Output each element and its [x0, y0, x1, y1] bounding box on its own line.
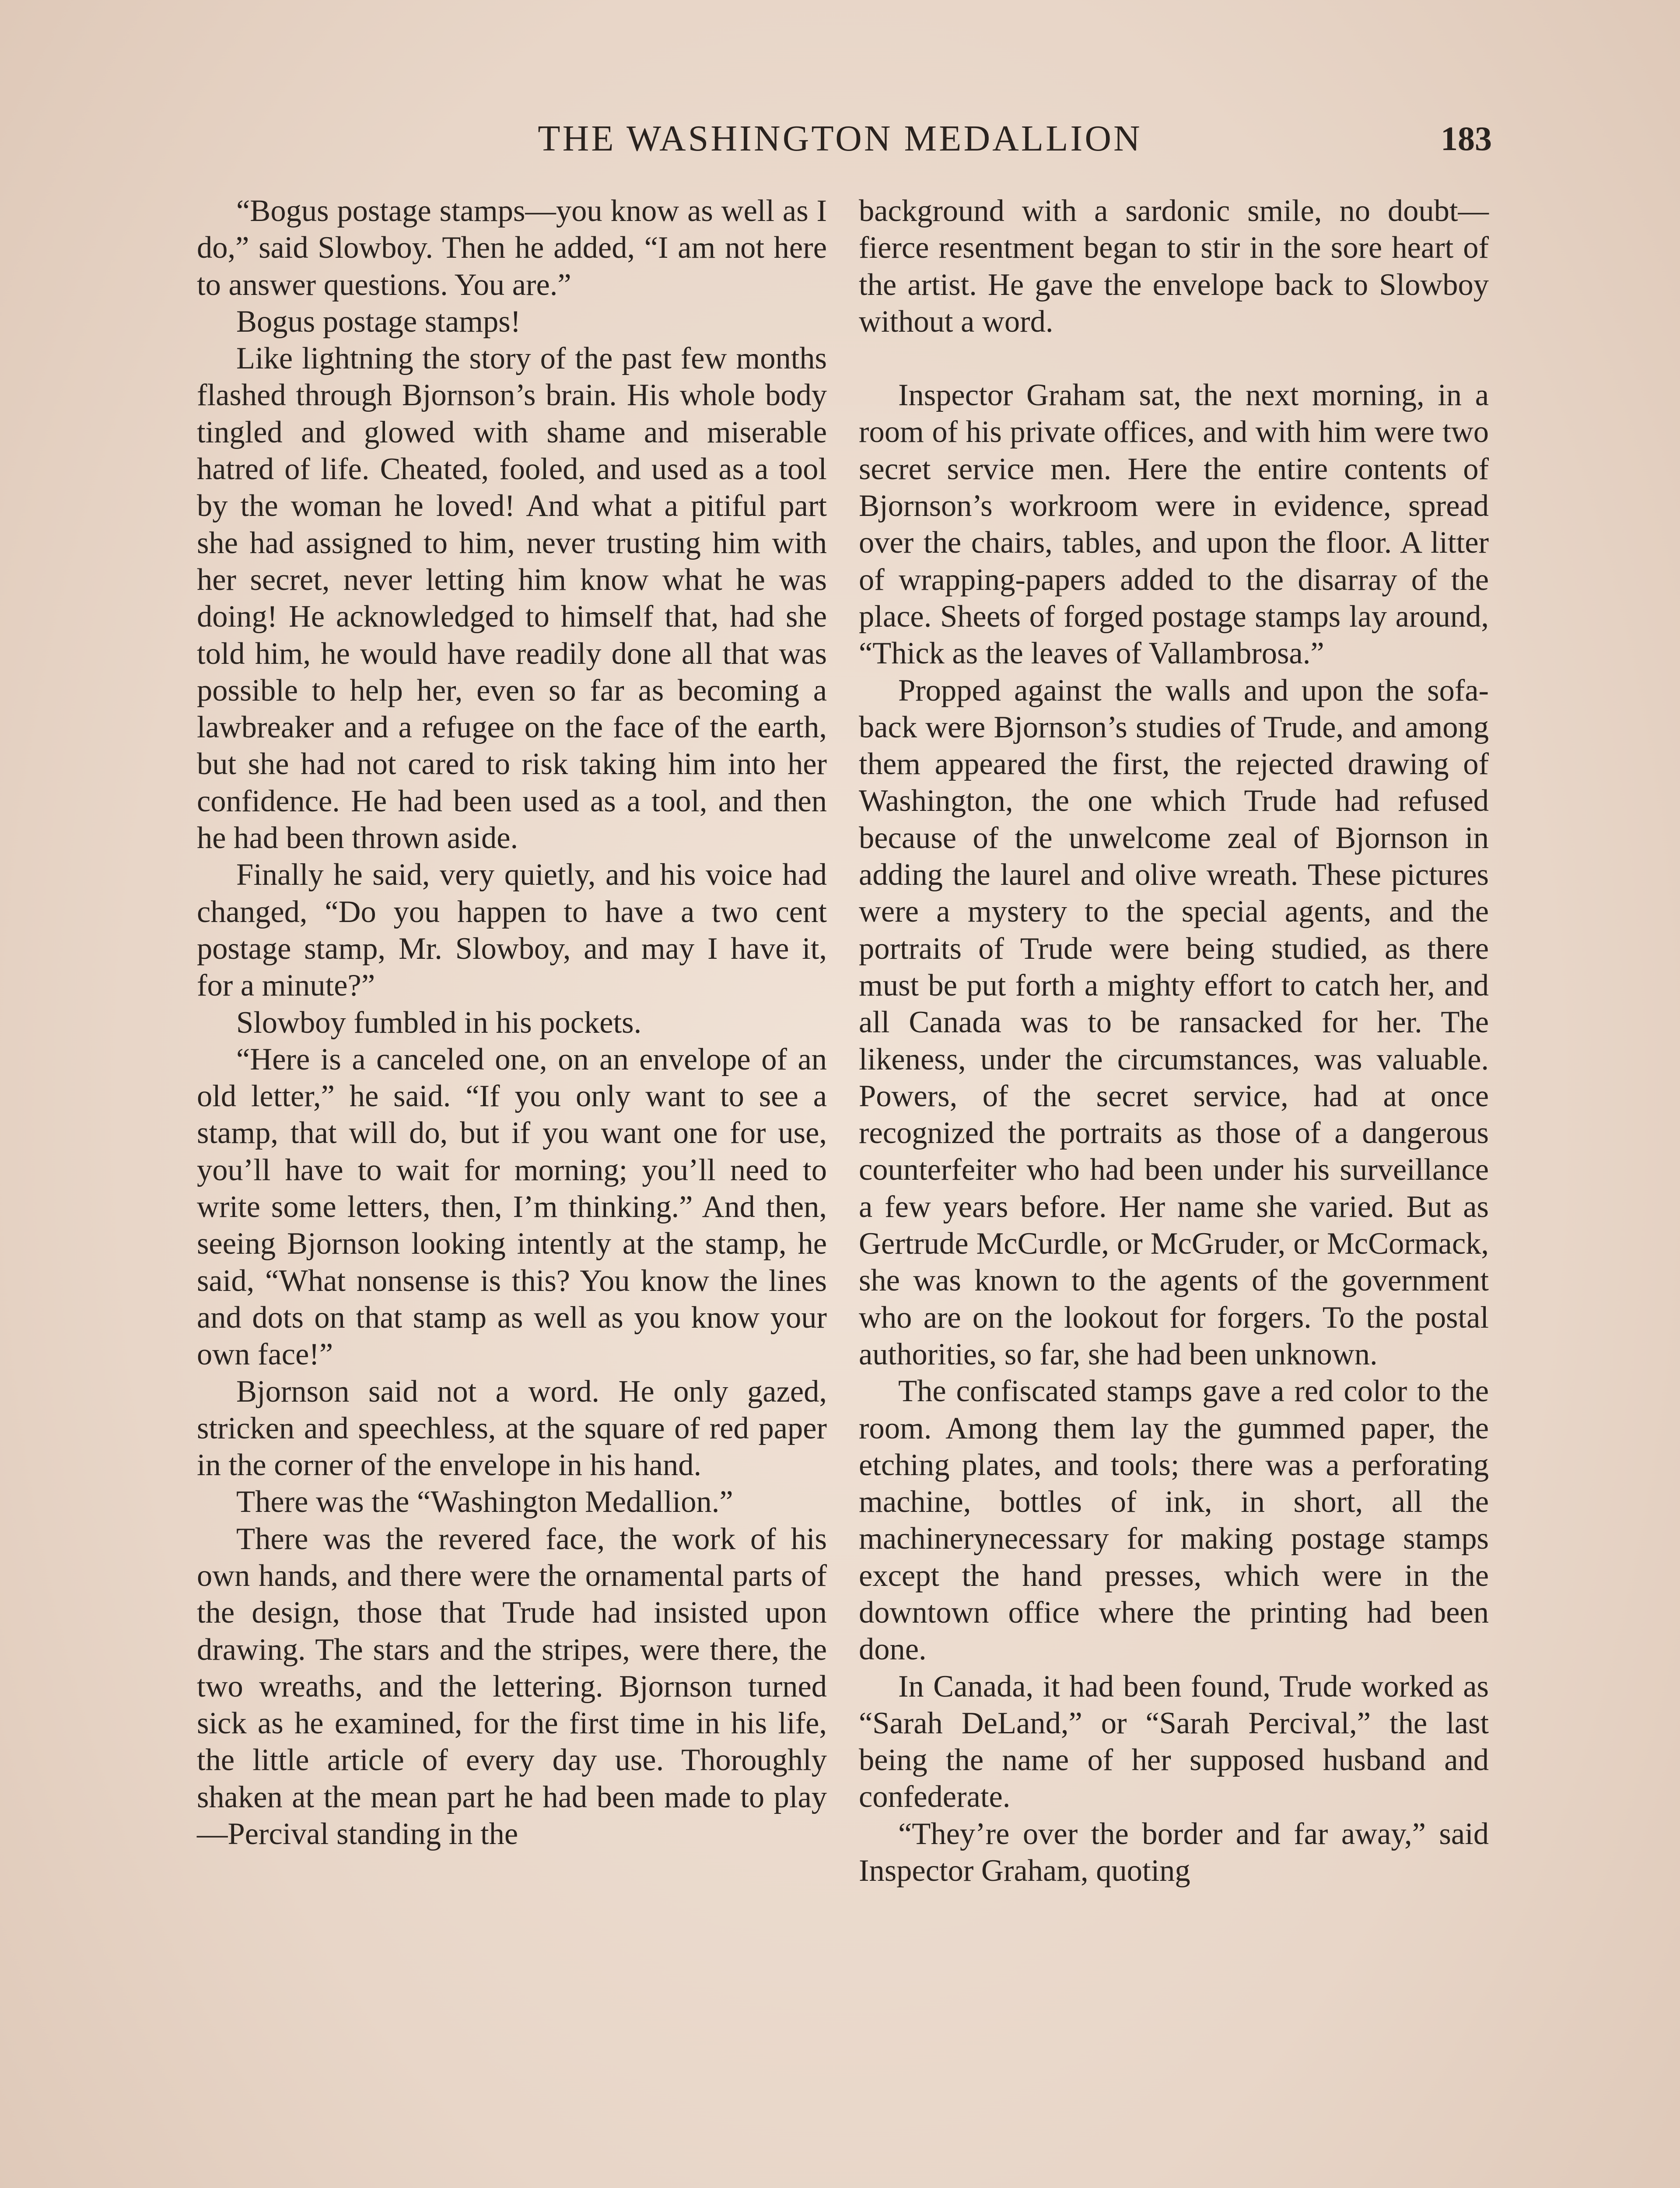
paragraph: “Bogus postage stamps—you know as well as I do,” said Slowboy. Then he added, “I am not here to answer questions. You are.” [197, 194, 827, 302]
paragraph: Propped against the walls and upon the sofa-back were Bjornson’s studies of Trude, and among them appeared the first, the rejected drawing of Washington, the one which Trude had refused because of the unwelcome zeal of Bjornson in adding the laurel and olive wreath. These pictures were a mystery to the special agents, and the portraits of Trude were being studied, as there must be put forth a mighty effort to catch her, and all Canada was to be ransacked for her. The likeness, under the circumstances, was valuable. Powers, of the secret service, had at once recognized the portraits as those of a dangerous counterfeiter who had been under his surveillance a few years before. Her name she varied. But as Gertrude McCurdle, or McGruder, or McCormack, she was known to the agents of the government who are on the lookout for forgers. To the postal authorities, so far, she had been unknown. [859, 673, 1489, 1371]
paragraph: There was the “Washington Medallion.” [236, 1485, 733, 1519]
page-number: 183 [1441, 119, 1492, 158]
paragraph: Inspector Graham sat, the next morning, in a room of his private offices, and with him were two secret service men. Here the entire contents of Bjornson’s workroom were in evidence, spread over the chairs, tables, and upon the floor. A litter of wrapping-papers added to the disarray of the place. Sheets of forged postage stamps lay around, “Thick as the leaves of Vallambrosa.” [859, 378, 1489, 671]
paragraph: In Canada, it had been found, Trude worked as “Sarah DeLand,” or “Sarah Percival,” the last being the name of her supposed husband and confederate. [859, 1669, 1489, 1814]
running-title: THE WASHINGTON MEDALLION [538, 118, 1142, 159]
paragraph: Finally he said, very quietly, and his voice had changed, “Do you happen to have a two cent postage stamp, Mr. Slowboy, and may I have it, for a minute?” [197, 858, 827, 1003]
paragraph: Bogus postage stamps! [236, 304, 521, 339]
left-column [197, 193, 827, 1852]
paragraph: “Here is a canceled one, on an envelope of an old letter,” he said. “If you only want to see a stamp, that will do, but if you want one for use, you’ll have to wait for morning; you’ll need to write some letters, then, I’m thinking.” And then, seeing Bjornson looking intently at the stamp, he said, “What nonsense is this? You know the lines and dots on that stamp as well as you know your own face!” [197, 1042, 827, 1372]
paragraph: Bjornson said not a word. He only gazed, stricken and speechless, at the square of red paper in the corner of the envelope in his hand. [197, 1374, 827, 1483]
right-column [859, 193, 1489, 1889]
paragraph: Like lightning the story of the past few months flashed through Bjornson’s brain. His whole body tingled and glowed with shame and miserable hatred of life. Cheated, fooled, and used as a tool by the woman he loved! And what a pitiful part she had assigned to him, never trusting him with her secret, never letting him know what he was doing! He acknowledged to himself that, had she told him, he would have readily done all that was possible to help her, even so far as becoming a lawbreaker and a refugee on the face of the earth, but she had not cared to risk taking him into her confidence. He had been used as a tool, and then he had been thrown aside. [197, 341, 827, 856]
paragraph: “They’re over the border and far away,” said Inspector Graham, quoting [859, 1816, 1489, 1888]
paragraph: There was the revered face, the work of his own hands, and there were the ornamental parts of the design, those that Trude had insisted upon drawing. The stars and the stripes, were there, the two wreaths, and the lettering. Bjornson turned sick as he examined, for the first time in his life, the little article of every day use. Thoroughly shaken at the mean part he had been made to play—Percival standing in the [197, 1522, 827, 1851]
paragraph: Slowboy fumbled in his pockets. [236, 1005, 642, 1040]
paragraph: The confiscated stamps gave a red color to the room. Among them lay the gummed paper, the etching plates, and tools; there was a perforating machine, bottles of ink, in short, all the machinerynecessary for making postage stamps except the hand presses, which were in the downtown office where the printing had been done. [859, 1374, 1489, 1667]
paragraph: background with a sardonic smile, no doubt—fierce resentment began to stir in the sore heart of the artist. He gave the envelope back to Slowboy without a word. [859, 194, 1489, 339]
page-header [197, 115, 1492, 163]
